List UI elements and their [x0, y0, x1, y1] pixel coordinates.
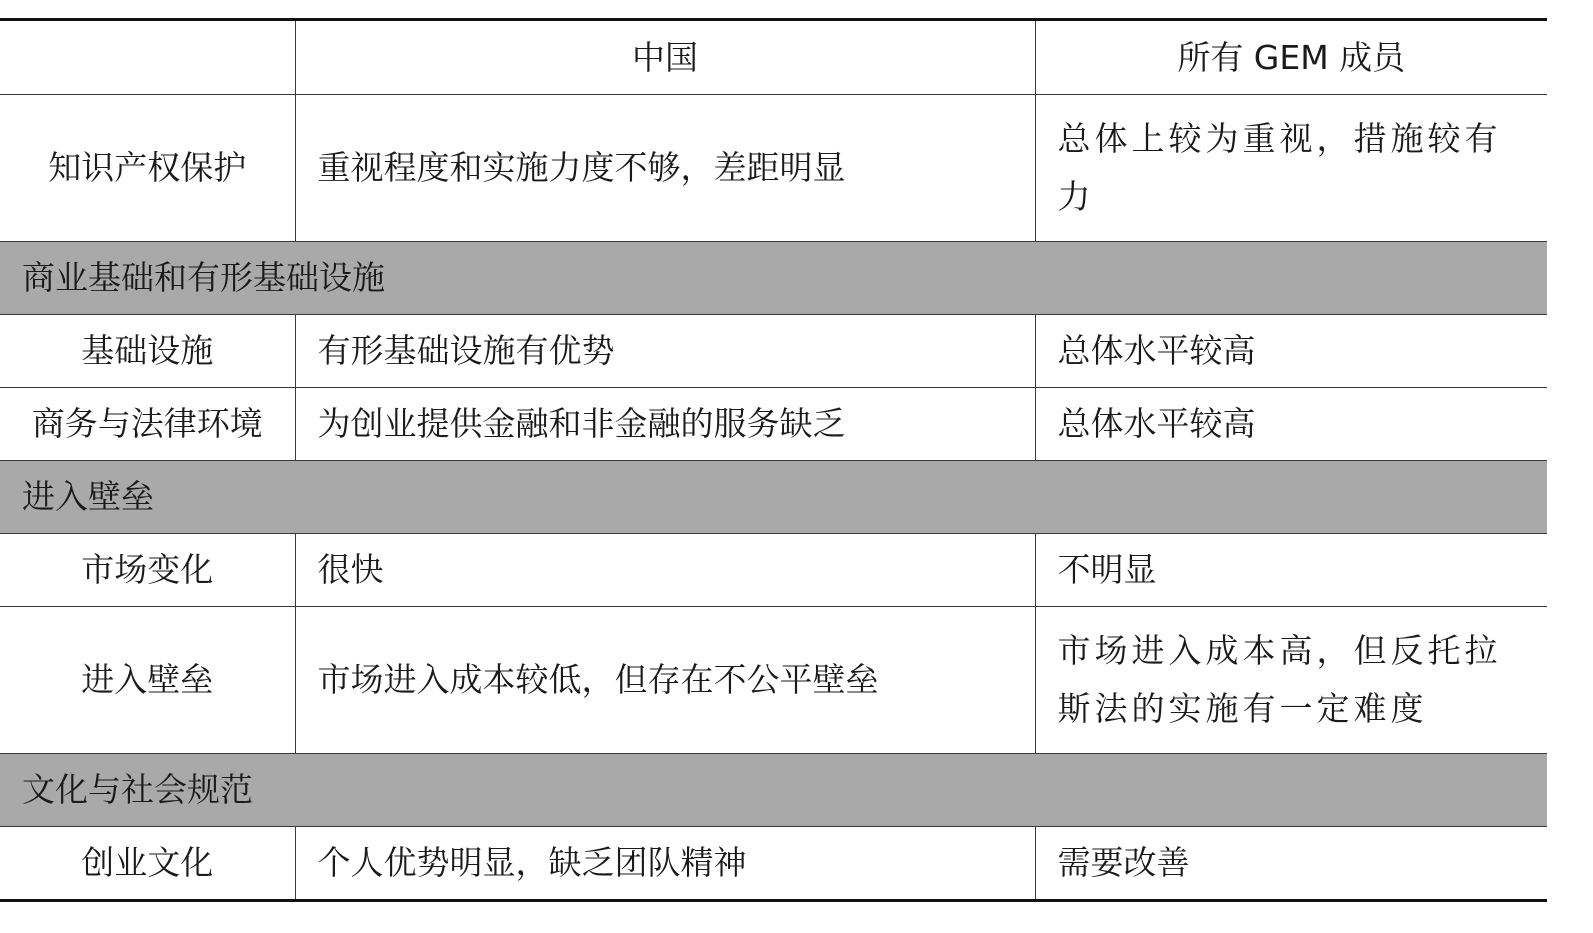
table-row: [0, 95, 1547, 242]
row-label: 知识产权保护: [0, 95, 295, 242]
row-label: 商务与法律环境: [0, 388, 295, 461]
row-label: 基础设施: [0, 315, 295, 388]
china-cell: 市场进入成本较低，但存在不公平壁垒: [295, 607, 1035, 754]
table-row: [0, 827, 1547, 901]
table-row: [0, 315, 1547, 388]
china-cell: 为创业提供金融和非金融的服务缺乏: [295, 388, 1035, 461]
row-label: 进入壁垒: [0, 607, 295, 754]
section-row: [0, 242, 1547, 315]
table-row: [0, 534, 1547, 607]
gem-cell: 总体水平较高: [1035, 388, 1547, 461]
section-title: 进入壁垒: [0, 461, 1547, 534]
gem-cell: 总体上较为重视，措施较有力: [1035, 95, 1547, 242]
header-gem-members: 所有 GEM 成员: [1035, 20, 1547, 95]
china-cell: 有形基础设施有优势: [295, 315, 1035, 388]
gem-cell: 需要改善: [1035, 827, 1547, 901]
section-title: 商业基础和有形基础设施: [0, 242, 1547, 315]
section-title: 文化与社会规范: [0, 754, 1547, 827]
gem-cell: 总体水平较高: [1035, 315, 1547, 388]
gem-cell: 不明显: [1035, 534, 1547, 607]
row-label: 创业文化: [0, 827, 295, 901]
section-row: [0, 461, 1547, 534]
china-cell: 很快: [295, 534, 1035, 607]
table-row: [0, 607, 1547, 754]
china-cell: 重视程度和实施力度不够，差距明显: [295, 95, 1035, 242]
table-row: [0, 388, 1547, 461]
china-cell: 个人优势明显，缺乏团队精神: [295, 827, 1035, 901]
row-label: 市场变化: [0, 534, 295, 607]
header-china: 中国: [295, 20, 1035, 95]
section-row: [0, 754, 1547, 827]
gem-cell: 市场进入成本高，但反托拉斯法的实施有一定难度: [1035, 607, 1547, 754]
table-header-row: [0, 20, 1547, 95]
header-empty-cell: [0, 20, 295, 95]
comparison-table: [0, 18, 1547, 902]
